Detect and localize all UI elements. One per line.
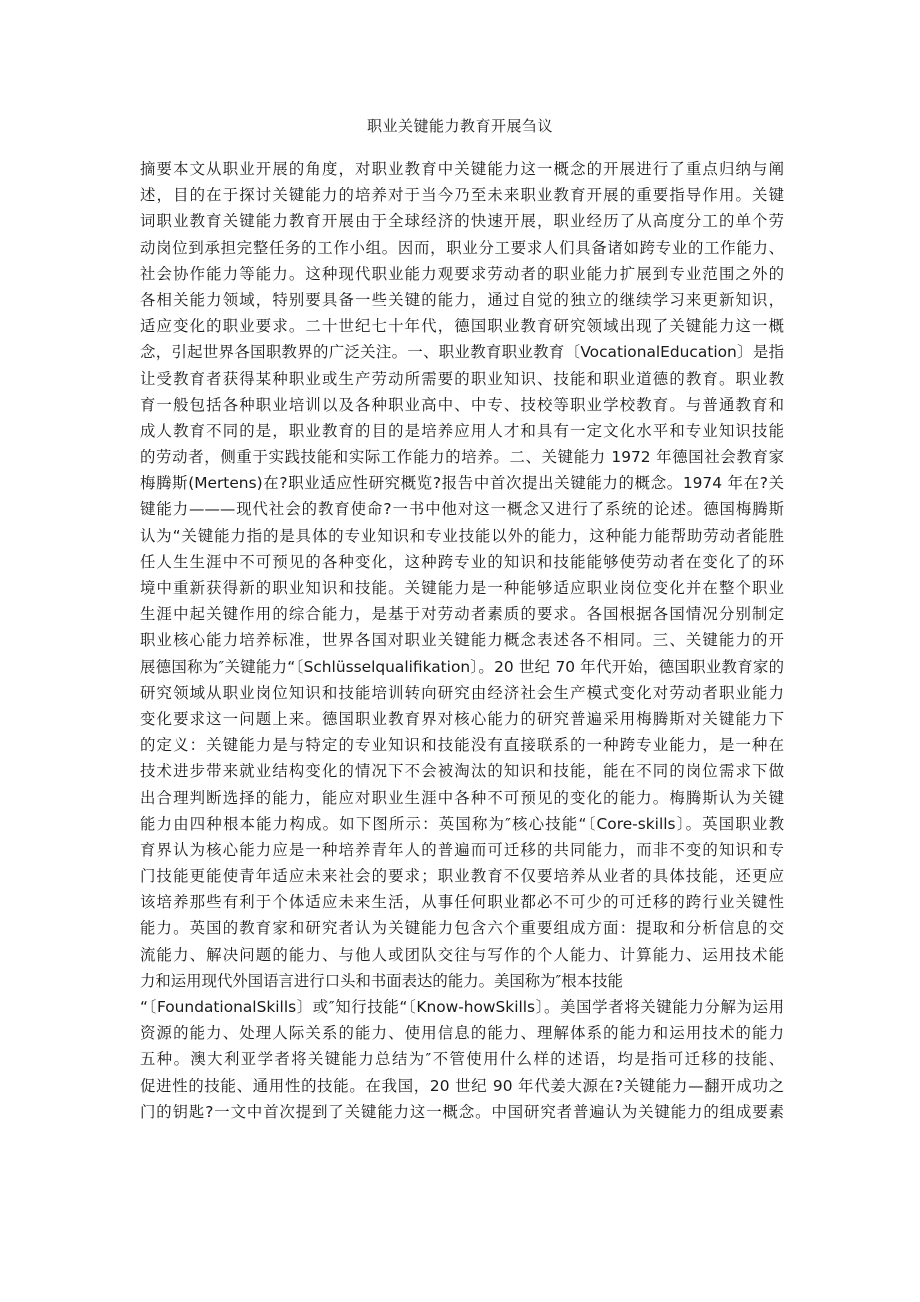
body-line: 研究领域从职业岗位知识和技能培训转向研究由经济社会生产模式变化对劳动者职业能力 xyxy=(140,683,784,702)
body-line: 动岗位到承担完整任务的工作小组。因而，职业分工要求人们具备诸如跨专业的工作能力、 xyxy=(140,238,784,257)
body-line: 育界认为核心能力应是一种培养青年人的普遍而可迁移的共同能力，而非不变的知识和专 xyxy=(140,840,784,859)
body-line: 出合理判断选择的能力，能应对职业生涯中各种不可预见的变化的能力。梅腾斯认为关键 xyxy=(140,788,784,807)
body-line: 变化要求这一问题上来。德国职业教育界对核心能力的研究普遍采用梅腾斯对关键能力下 xyxy=(140,709,784,728)
body-line: 流能力、解决问题的能力、与他人或团队交往与写作的个人能力、计算能力、运用技术能 xyxy=(140,945,784,964)
body-line: 的劳动者，侧重于实践技能和实际工作能力的培养。二、关键能力 1972 年德国社会教育家 xyxy=(140,448,784,467)
body-line: 门的钥匙?一文中首次提到了关键能力这一概念。中国研究者普遍认为关键能力的组成要素 xyxy=(140,1102,784,1121)
body-line: 职业核心能力培养标准，世界各国对职业关键能力概念表述各不相同。三、关键能力的开 xyxy=(140,631,784,650)
body-line: 技术进步带来就业结构变化的情况下不会被淘汰的知识和技能，能在不同的岗位需求下做 xyxy=(140,762,784,781)
body-line: 摘要本文从职业开展的角度，对职业教育中关键能力这一概念的开展进行了重点归纳与阐 xyxy=(140,160,784,178)
body-line: 资源的能力、处理人际关系的能力、使用信息的能力、理解体系的能力和运用技术的能力 xyxy=(140,1024,784,1043)
body-line: 能力。英国的教育家和研究者认为关键能力包含六个重要组成方面：提取和分析信息的交 xyxy=(140,919,784,938)
body-line: 让受教育者获得某种职业或生产劳动所需要的职业知识、技能和职业道德的教育。职业教 xyxy=(140,369,784,388)
body-line: 梅腾斯(Mertens)在?职业适应性研究概览?报告中首次提出关键能力的概念。1974 年在?关 xyxy=(140,474,784,493)
body-line: 境中重新获得新的职业知识和技能。关键能力是一种能够适应职业岗位变化并在整个职业 xyxy=(140,579,784,597)
body-line: 五种。澳大利亚学者将关键能力总结为″不管使用什么样的述语，均是指可迁移的技能、 xyxy=(140,1050,784,1069)
body-line: 述，目的在于探讨关键能力的培养对于当今乃至未来职业教育开展的重要指导作用。关键 xyxy=(140,186,784,205)
body-line: 各相关能力领域，特别要具备一些关键的能力，通过自觉的独立的继续学习来更新知识， xyxy=(140,290,784,309)
body-line: 社会协作能力等能力。这种现代职业能力观要求劳动者的职业能力扩展到专业范围之外的 xyxy=(140,264,784,283)
body-line: 展德国称为″关键能力“〔Schlüsselqualifikation〕。20 世纪 70 年代开始，德国职业教育家的 xyxy=(140,657,784,676)
body-line: 适应变化的职业要求。二十世纪七十年代，德国职业教育研究领域出现了关键能力这一概 xyxy=(140,317,784,336)
body-line: 成人教育不同的是，职业教育的目的是培养应用人才和具有一定文化水平和专业知识技能 xyxy=(140,421,784,440)
body-line: 门技能更能使青年适应未来社会的要求；职业教育不仅要培养从业者的具体技能，还更应 xyxy=(140,867,784,886)
document-title: 职业关键能力教育开展刍议 xyxy=(366,117,553,135)
body-line: “〔FoundationalSkills〕或″知行技能“〔Know-howSkills〕。美国学者将关键能力分解为运用 xyxy=(140,998,784,1016)
body-line: 念，引起世界各国职教界的广泛关注。一、职业教育职业教育〔VocationalEducation〕是指 xyxy=(140,343,784,362)
body-line: 认为“关键能力指的是具体的专业知识和专业技能以外的能力，这种能力能帮助劳动者能胜 xyxy=(140,526,784,545)
body-line: 键能力———现代社会的教育使命?一书中他对这一概念又进行了系统的论述。德国梅腾斯 xyxy=(140,500,784,519)
body-line: 力和运用现代外国语言进行口头和书面表达的能力。美国称为″根本技能 xyxy=(140,971,623,990)
body-line: 的定义：关键能力是与特定的专业知识和技能没有直接联系的一种跨专业能力，是一种在 xyxy=(140,736,784,755)
document-body xyxy=(140,156,784,1125)
body-line: 该培养那些有利于个体适应未来生活，从事任何职业都必不可少的可迁移的跨行业关键性 xyxy=(140,893,784,912)
body-line: 生涯中起关键作用的综合能力，是基于对劳动者素质的要求。各国根据各国情况分别制定 xyxy=(140,605,784,624)
body-line: 育一般包括各种职业培训以及各种职业高中、中专、技校等职业学校教育。与普通教育和 xyxy=(140,395,784,414)
body-line: 任人生生涯中不可预见的各种变化，这种跨专业的知识和技能能够使劳动者在变化了的环 xyxy=(140,552,784,571)
body-line: 促进性的技能、通用性的技能。在我国，20 世纪 90 年代姜大源在?关键能力—翻开成功之 xyxy=(140,1076,784,1095)
body-line: 能力由四种根本能力构成。如下图所示：英国称为″核心技能“〔Core-skills〕。英国职业教 xyxy=(140,814,784,833)
body-line: 词职业教育关键能力教育开展由于全球经济的快速开展，职业经历了从高度分工的单个劳 xyxy=(140,212,784,231)
